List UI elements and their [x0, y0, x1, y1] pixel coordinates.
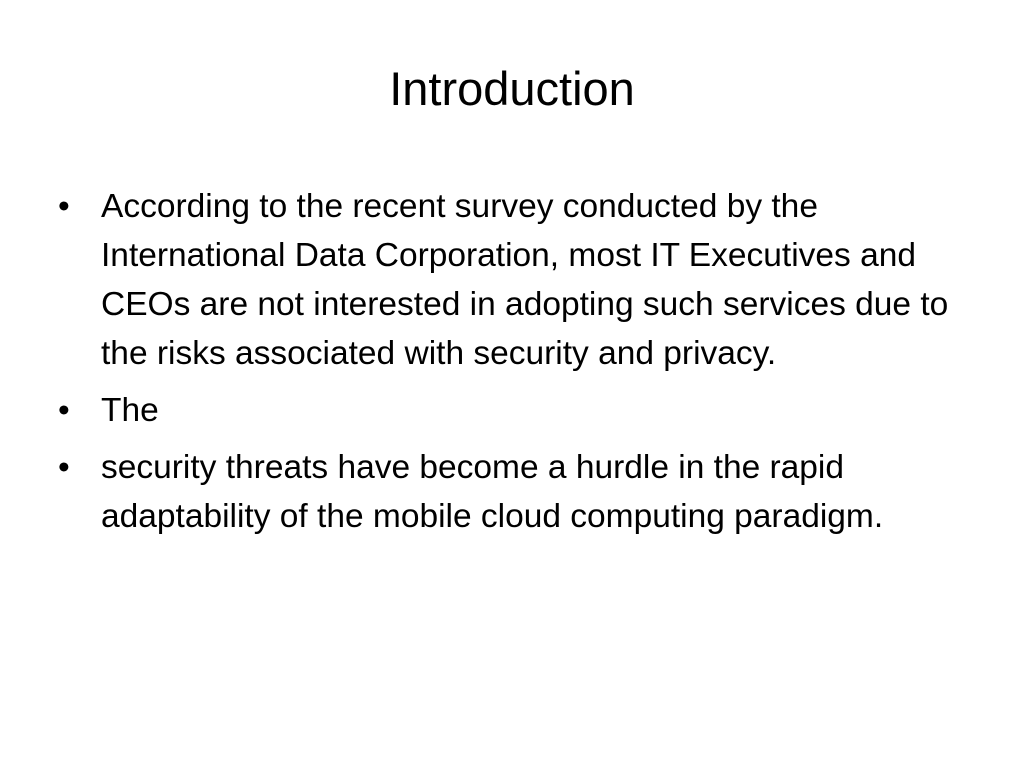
bullet-item [58, 443, 958, 541]
bullet-list [58, 182, 958, 549]
bullet-item [58, 182, 958, 378]
slide-title: Introduction [389, 62, 635, 115]
bullet-icon: • [58, 188, 70, 225]
bullet-text: security threats have become a hurdle in the rapid adaptability of the mobile cloud computing paradigm. [101, 449, 884, 535]
bullet-item [58, 386, 958, 435]
bullet-icon: • [58, 449, 70, 486]
bullet-icon: • [58, 392, 70, 429]
bullet-text: The [101, 392, 159, 429]
bullet-text: According to the recent survey conducted by the International Data Corporation, most IT Executives and CEOs are not interested in adopting such services due to the risks associated with security and privacy. [101, 188, 949, 372]
